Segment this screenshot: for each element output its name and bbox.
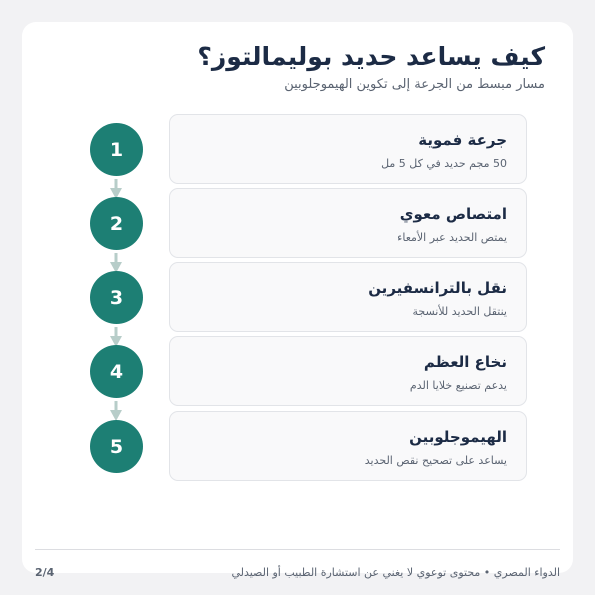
flow-step-5: [0, 411, 595, 483]
step-title: نقل بالترانسفيرين: [368, 279, 507, 297]
step-number-circle: 5: [90, 420, 143, 473]
page-title: كيف يساعد حديد بوليمالتوز؟: [197, 42, 545, 71]
step-title: نخاع العظم: [423, 353, 507, 371]
flow-step-4: [0, 336, 595, 408]
step-number-circle: 4: [90, 345, 143, 398]
step-box: [169, 114, 527, 184]
step-box: [169, 262, 527, 332]
flow-step-1: [0, 114, 595, 186]
step-box: [169, 188, 527, 258]
step-box: [169, 411, 527, 481]
flow-step-2: [0, 188, 595, 260]
flow-step-3: [0, 262, 595, 334]
step-description: يساعد على تصحيح نقص الحديد: [364, 454, 507, 467]
step-number-circle: 1: [90, 123, 143, 176]
step-number-circle: 2: [90, 197, 143, 250]
step-description: ينتقل الحديد للأنسجة: [412, 305, 507, 318]
step-description: يمتص الحديد عبر الأمعاء: [397, 231, 507, 244]
step-description: يدعم تصنيع خلايا الدم: [409, 379, 507, 392]
step-box: [169, 336, 527, 406]
page-subtitle: مسار مبسط من الجرعة إلى تكوين الهيموجلوبين: [284, 77, 545, 92]
page-indicator: 2/4: [35, 566, 55, 579]
step-title: الهيموجلوبين: [409, 428, 507, 446]
step-description: 50 مجم حديد في كل 5 مل: [381, 157, 507, 170]
step-title: جرعة فموية: [418, 131, 507, 149]
footer-divider: [35, 549, 560, 550]
step-title: امتصاص معوي: [399, 205, 507, 223]
footer-disclaimer: الدواء المصري • محتوى توعوي لا يغني عن استشارة الطبيب أو الصيدلي: [231, 566, 560, 579]
step-number-circle: 3: [90, 271, 143, 324]
